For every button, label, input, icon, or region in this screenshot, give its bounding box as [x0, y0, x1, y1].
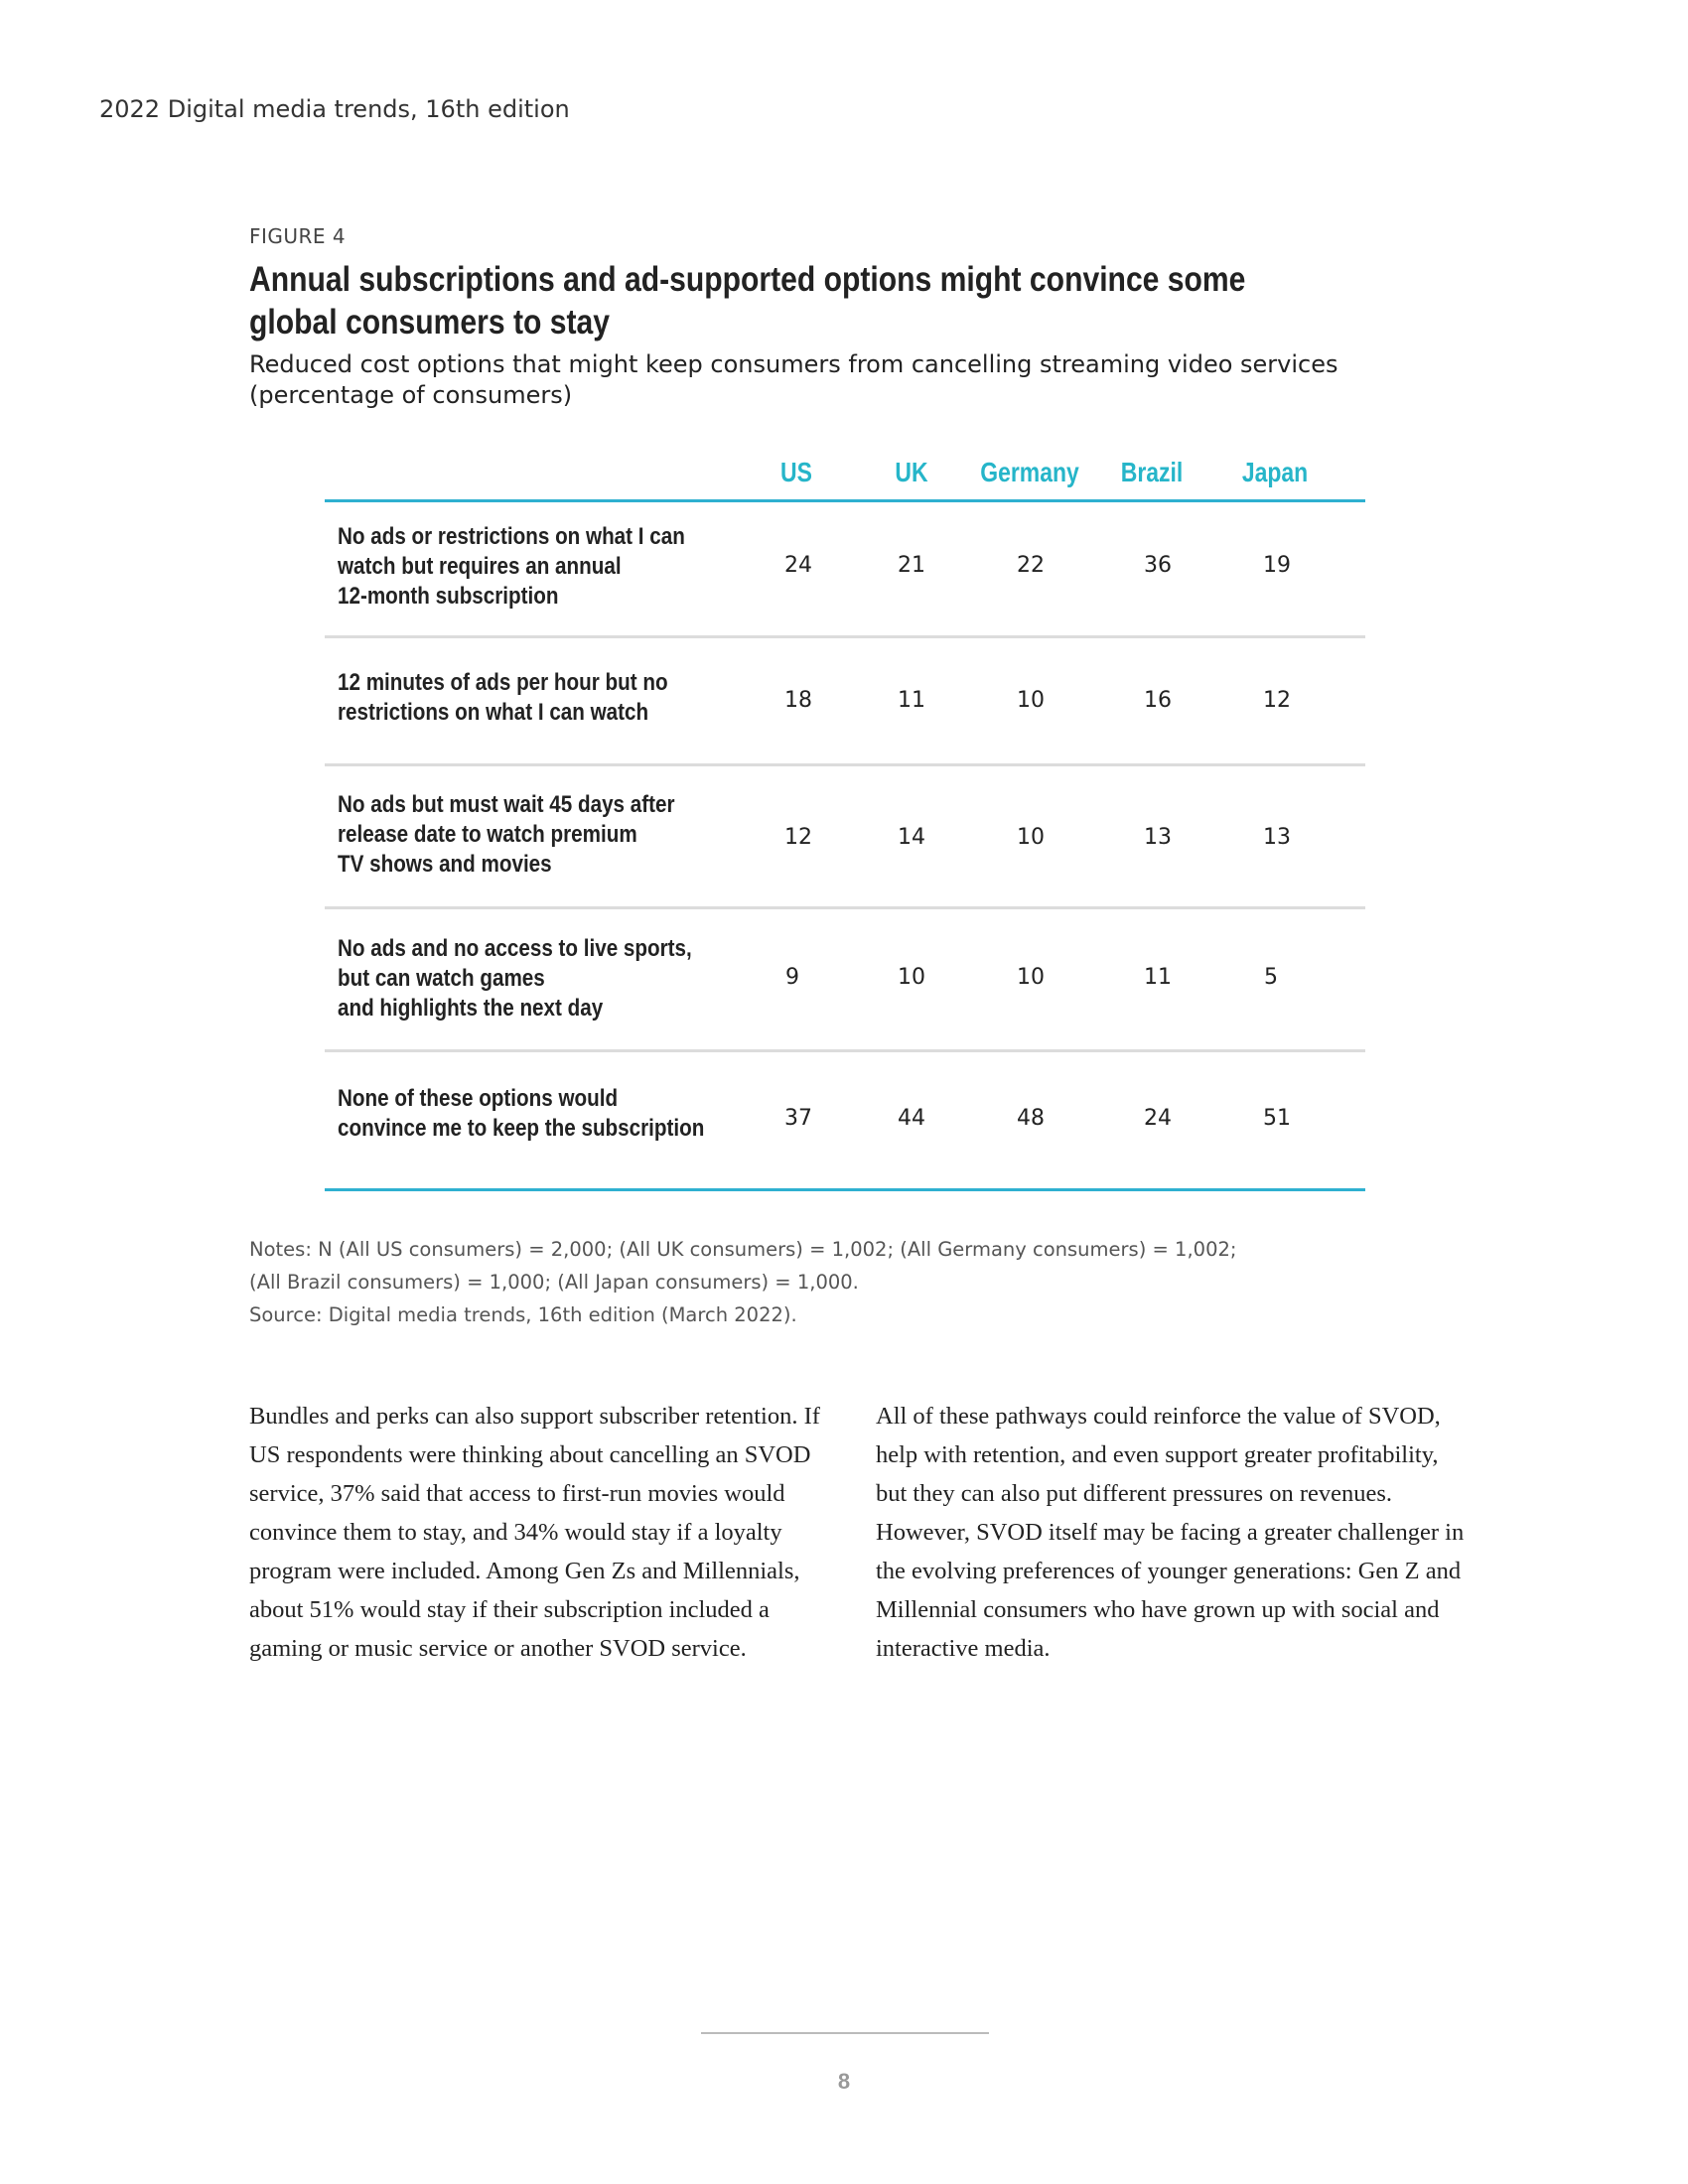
cell-sports-uk: 10 — [898, 965, 925, 990]
row-label-line: release date to watch premium — [338, 821, 637, 848]
cell-annual-uk: 21 — [898, 553, 925, 578]
cell-none-germany: 48 — [1017, 1106, 1045, 1131]
cell-sports-us: 9 — [785, 965, 799, 990]
column-header-us: US — [780, 457, 812, 487]
row-label-line: None of these options would — [338, 1085, 619, 1112]
row-label-none-of-these — [338, 1084, 705, 1144]
cell-annual-japan: 19 — [1263, 553, 1291, 578]
row-label-line: watch but requires an annual — [338, 553, 622, 580]
row-label-annual-subscription — [338, 522, 705, 612]
table-top-rule — [325, 499, 1365, 502]
row-label-line: No ads or restrictions on what I can — [338, 523, 685, 550]
row-label-line: No ads but must wait 45 days after — [338, 791, 675, 818]
cell-wait-germany: 10 — [1017, 825, 1045, 850]
page-number: 8 — [837, 2069, 851, 2094]
column-header-germany: Germany — [980, 457, 1079, 487]
running-header: 2022 Digital media trends, 16th edition — [99, 95, 570, 123]
figure-label: FIGURE 4 — [249, 224, 347, 248]
cell-ads-us: 18 — [784, 688, 812, 713]
notes-line-1: Notes: N (All US consumers) = 2,000; (All UK consumers) = 1,002; (All Germany consumers) = 1,002; — [249, 1238, 1237, 1261]
figure-subtitle: Reduced cost options that might keep consumers from cancelling streaming video services (percentage of consumers) — [249, 350, 1338, 409]
row-divider — [325, 763, 1365, 766]
cell-none-brazil: 24 — [1144, 1106, 1172, 1131]
row-label-line: 12 minutes of ads per hour but no — [338, 669, 668, 696]
row-label-line: TV shows and movies — [338, 851, 552, 878]
body-paragraph-right: All of these pathways could reinforce the value of SVOD, help with retention, and even support greater profitability, but they can also put different pressures on revenues. However, SVOD itself may be facing a greater challenger in the evolving preferences of younger generations: Gen Z and Millennial consumers who have grown up with social and interactive media. — [876, 1403, 1465, 1662]
row-label-line: but can watch games — [338, 965, 545, 992]
row-label-line: and highlights the next day — [338, 995, 604, 1022]
cell-annual-us: 24 — [784, 553, 812, 578]
cell-none-us: 37 — [784, 1106, 812, 1131]
row-label-45-day-wait — [338, 790, 705, 880]
row-label-line: restrictions on what I can watch — [338, 699, 649, 726]
row-label-line: No ads and no access to live sports, — [338, 935, 692, 962]
cell-ads-brazil: 16 — [1144, 688, 1172, 713]
column-header-uk: UK — [895, 457, 928, 487]
cell-annual-germany: 22 — [1017, 553, 1045, 578]
row-divider — [325, 906, 1365, 909]
cell-wait-japan: 13 — [1263, 825, 1291, 850]
figure-title: Annual subscriptions and ad-supported options might convince some global consumers to stay — [249, 260, 1246, 341]
row-label-ads-per-hour — [338, 668, 705, 728]
column-header-brazil: Brazil — [1120, 457, 1184, 487]
row-label-line: 12-month subscription — [338, 583, 559, 610]
cell-sports-brazil: 11 — [1144, 965, 1172, 990]
body-paragraph-left: Bundles and perks can also support subscriber retention. If US respondents were thinking about cancelling an SVOD service, 37% said that access to first-run movies would convince them to stay, and 34% would stay if a loyalty program were included. Among Gen Zs and Millennials, about 51% would stay if their subscription included a gaming or music service or another SVOD service. — [249, 1403, 820, 1662]
row-label-no-live-sports — [338, 934, 705, 1024]
row-divider — [325, 635, 1365, 638]
notes-source: Source: Digital media trends, 16th edition (March 2022). — [249, 1303, 797, 1326]
cell-ads-germany: 10 — [1017, 688, 1045, 713]
cell-wait-uk: 14 — [898, 825, 925, 850]
cell-sports-germany: 10 — [1017, 965, 1045, 990]
row-label-line: convince me to keep the subscription — [338, 1115, 705, 1142]
footer-rule — [701, 2032, 989, 2034]
notes-line-2: (All Brazil consumers) = 1,000; (All Japan consumers) = 1,000. — [249, 1271, 859, 1294]
cell-ads-uk: 11 — [898, 688, 925, 713]
table-bottom-rule — [325, 1188, 1365, 1191]
cell-none-japan: 51 — [1263, 1106, 1291, 1131]
cell-wait-brazil: 13 — [1144, 825, 1172, 850]
row-divider — [325, 1049, 1365, 1052]
figure-notes — [249, 1233, 1441, 1331]
cell-sports-japan: 5 — [1264, 965, 1278, 990]
cell-ads-japan: 12 — [1263, 688, 1291, 713]
column-header-japan: Japan — [1241, 457, 1309, 487]
cell-none-uk: 44 — [898, 1106, 925, 1131]
cell-wait-us: 12 — [784, 825, 812, 850]
cell-annual-brazil: 36 — [1144, 553, 1172, 578]
